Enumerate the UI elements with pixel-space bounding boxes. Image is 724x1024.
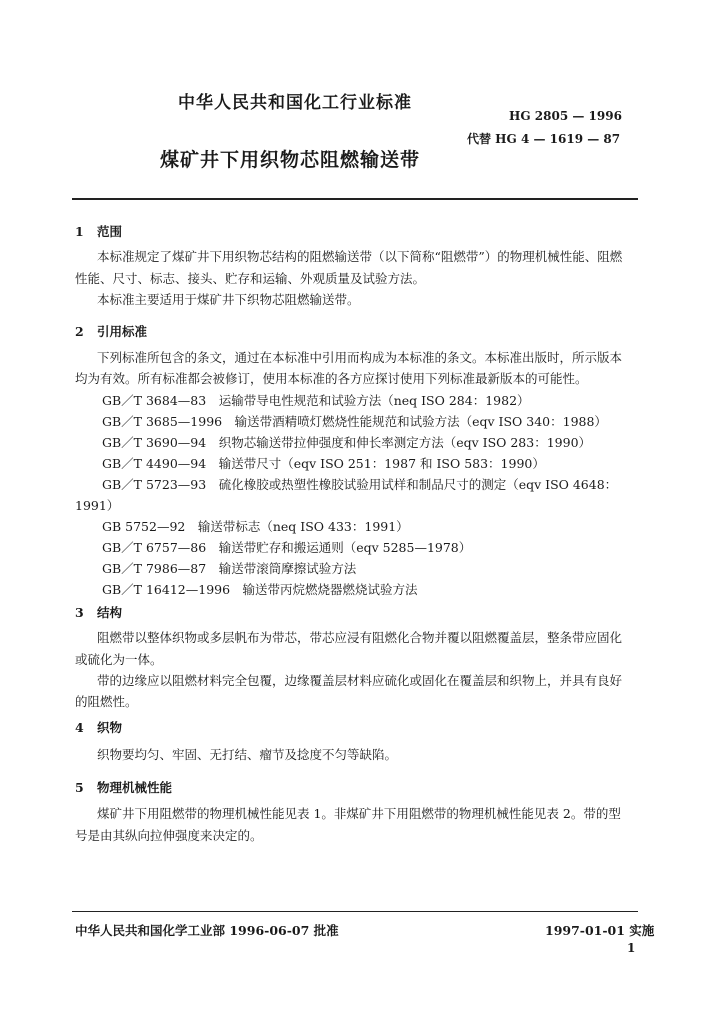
reference-entry: GB／T 3685—1996 输送带酒精喷灯燃烧性能规范和试验方法（eqv ISO 340：1988） <box>102 414 607 429</box>
section-number: 4 <box>75 720 84 735</box>
paragraph-line: 的阻燃性。 <box>75 694 138 709</box>
reference-entry: GB／T 3690—94 织物芯输送带拉伸强度和伸长率测定方法（eqv ISO 283：1990） <box>102 435 592 450</box>
section-heading-5 <box>75 778 172 796</box>
section-heading-2 <box>75 322 147 340</box>
section-number: 2 <box>75 324 84 339</box>
section-number: 5 <box>75 780 84 795</box>
section-number: 3 <box>75 605 84 620</box>
section-number: 1 <box>75 224 84 239</box>
paragraph-line: 下列标准所包含的条文，通过在本标准中引用而构成为本标准的条文。本标准出版时，所示版本 <box>97 350 623 365</box>
standard-number: HG 2805 — 1996 <box>509 109 622 123</box>
issuing-org-title: 中华人民共和国化工行业标准 <box>178 93 412 113</box>
reference-entry: GB 5752—92 输送带标志（neq ISO 433：1991） <box>102 519 409 534</box>
reference-entry: GB／T 16412—1996 输送带丙烷燃烧器燃烧试验方法 <box>102 582 418 597</box>
page-number: 1 <box>627 941 636 955</box>
paragraph-line: 本标准规定了煤矿井下用织物芯结构的阻燃输送带（以下简称“阻燃带”）的物理机械性能、阻燃 <box>97 249 623 264</box>
section-title: 结构 <box>97 605 123 620</box>
paragraph-line: 性能、尺寸、标志、接头、贮存和运输、外观质量及试验方法。 <box>75 271 426 286</box>
header-divider <box>72 198 638 200</box>
reference-entry: GB／T 6757—86 输送带贮存和搬运通则（eqv 5285—1978） <box>102 540 472 555</box>
footer-divider <box>72 911 638 912</box>
paragraph-line: 带的边缘应以阻燃材料完全包覆，边缘覆盖层材料应硫化或固化在覆盖层和织物上，并具有良好 <box>97 673 623 688</box>
reference-entry: GB／T 3684—83 运输带导电性规范和试验方法（neq ISO 284：1982） <box>102 393 530 408</box>
approval-line: 中华人民共和国化学工业部 1996-06-07 批准 <box>75 923 339 938</box>
document-title: 煤矿井下用织物芯阻燃输送带 <box>160 149 421 171</box>
reference-entry-continuation: 1991） <box>75 498 120 513</box>
section-title: 织物 <box>97 720 123 735</box>
reference-entry: GB／T 4490—94 输送带尺寸（eqv ISO 251：1987 和 ISO 583：1990） <box>102 456 545 471</box>
reference-entry: GB／T 5723—93 硫化橡胶或热塑性橡胶试验用试样和制品尺寸的测定（eqv ISO 4648： <box>102 477 618 492</box>
replaced-standard-number: 代替 HG 4 — 1619 — 87 <box>467 132 621 146</box>
section-title: 物理机械性能 <box>97 780 173 795</box>
paragraph-line: 本标准主要适用于煤矿井下织物芯阻燃输送带。 <box>97 292 360 307</box>
reference-entry: GB／T 7986—87 输送带滚筒摩擦试验方法 <box>102 561 357 576</box>
section-heading-1 <box>75 222 122 240</box>
section-heading-4 <box>75 718 122 736</box>
section-heading-3 <box>75 603 122 621</box>
paragraph-line: 阻燃带以整体织物或多层帆布为带芯，带芯应浸有阻燃化合物并覆以阻燃覆盖层，整条带应固化 <box>97 630 623 645</box>
section-title: 引用标准 <box>97 324 148 339</box>
paragraph-line: 煤矿井下用阻燃带的物理机械性能见表 1。非煤矿井下用阻燃带的物理机械性能见表 2。带的型 <box>97 806 621 821</box>
paragraph-line: 均为有效。所有标准都会被修订，使用本标准的各方应探讨使用下列标准最新版本的可能性。 <box>75 371 588 386</box>
paragraph-line: 或硫化为一体。 <box>75 652 163 667</box>
paragraph-line: 织物要均匀、牢固、无打结、瘤节及捻度不匀等缺陷。 <box>97 747 398 762</box>
paragraph-line: 号是由其纵向拉伸强度来决定的。 <box>75 828 263 843</box>
implementation-date: 1997-01-01 实施 <box>545 923 655 938</box>
section-title: 范围 <box>97 224 123 239</box>
